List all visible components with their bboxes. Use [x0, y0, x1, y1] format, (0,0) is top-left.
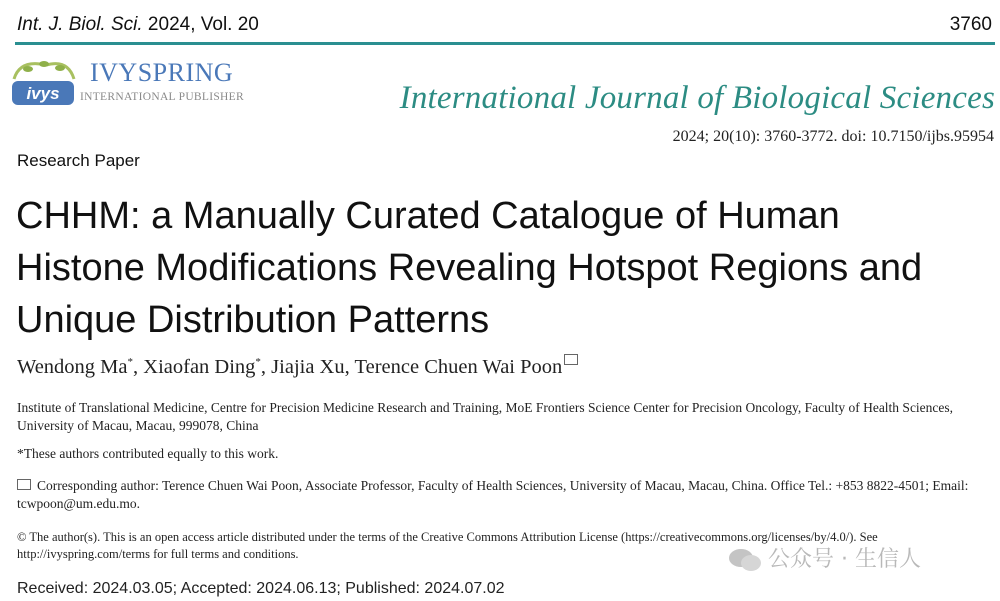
license-statement: © The author(s). This is an open access article distributed under the terms of the Creative Commons Attribution License (https://creativecommons.org/licenses/by/4.0/). See http://ivyspring.com/terms for full terms and conditions. [17, 530, 878, 561]
equal-mark: * [255, 356, 261, 369]
author-name: Terence Chuen Wai Poon [354, 356, 563, 378]
publisher-name: IVYSPRING [90, 58, 234, 87]
journal-abbrev: Int. J. Biol. Sci. [17, 14, 143, 35]
citation-line: 2024; 20(10): 3760-3772. doi: 10.7150/ijbs.95954 [672, 128, 994, 145]
year-volume: 2024, Vol. 20 [142, 14, 259, 35]
running-header-journal [17, 14, 259, 36]
envelope-icon [564, 354, 578, 365]
corresponding-text: Corresponding author: Terence Chuen Wai Poon, Associate Professor, Faculty of Health Sciences, University of Macau, Macau, China. Office Tel.: +853 8822-4501; Email: tcwpoon@um.edu.mo. [17, 478, 969, 511]
publication-dates: Received: 2024.03.05; Accepted: 2024.06.13; Published: 2024.07.02 [17, 580, 505, 597]
watermark-text: 公众号 · 生信人 [768, 547, 921, 572]
author-name: Xiaofan Ding [143, 356, 256, 378]
corresponding-author [17, 477, 997, 513]
equal-mark: * [127, 356, 134, 369]
wechat-icon [727, 547, 763, 573]
article-title: CHHM: a Manually Curated Catalogue of Human Histone Modifications Revealing Hotspot Regions and Unique Distribution Patterns [16, 195, 923, 341]
author-name: Jiajia Xu [271, 356, 345, 378]
paper-type: Research Paper [17, 151, 140, 170]
journal-title: International Journal of Biological Sciences [399, 80, 995, 116]
header-rule [15, 42, 995, 45]
author-list: Wendong Ma*, Xiaofan Ding*, Jiajia Xu, Terence Chuen Wai Poon [17, 356, 578, 379]
publisher-subtitle: INTERNATIONAL PUBLISHER [80, 91, 244, 103]
envelope-icon [17, 479, 31, 490]
affiliation: Institute of Translational Medicine, Centre for Precision Medicine Research and Training, MoE Frontiers Science Center for Precision Oncology, Faculty of Health Sciences, University of Macau, Macau, 999078, China [17, 400, 954, 433]
logo-badge-text: ivys [26, 84, 60, 103]
equal-contribution-note: *These authors contributed equally to this work. [17, 446, 279, 461]
page-number: 3760 [949, 14, 992, 35]
author-name: Wendong Ma [17, 356, 128, 378]
